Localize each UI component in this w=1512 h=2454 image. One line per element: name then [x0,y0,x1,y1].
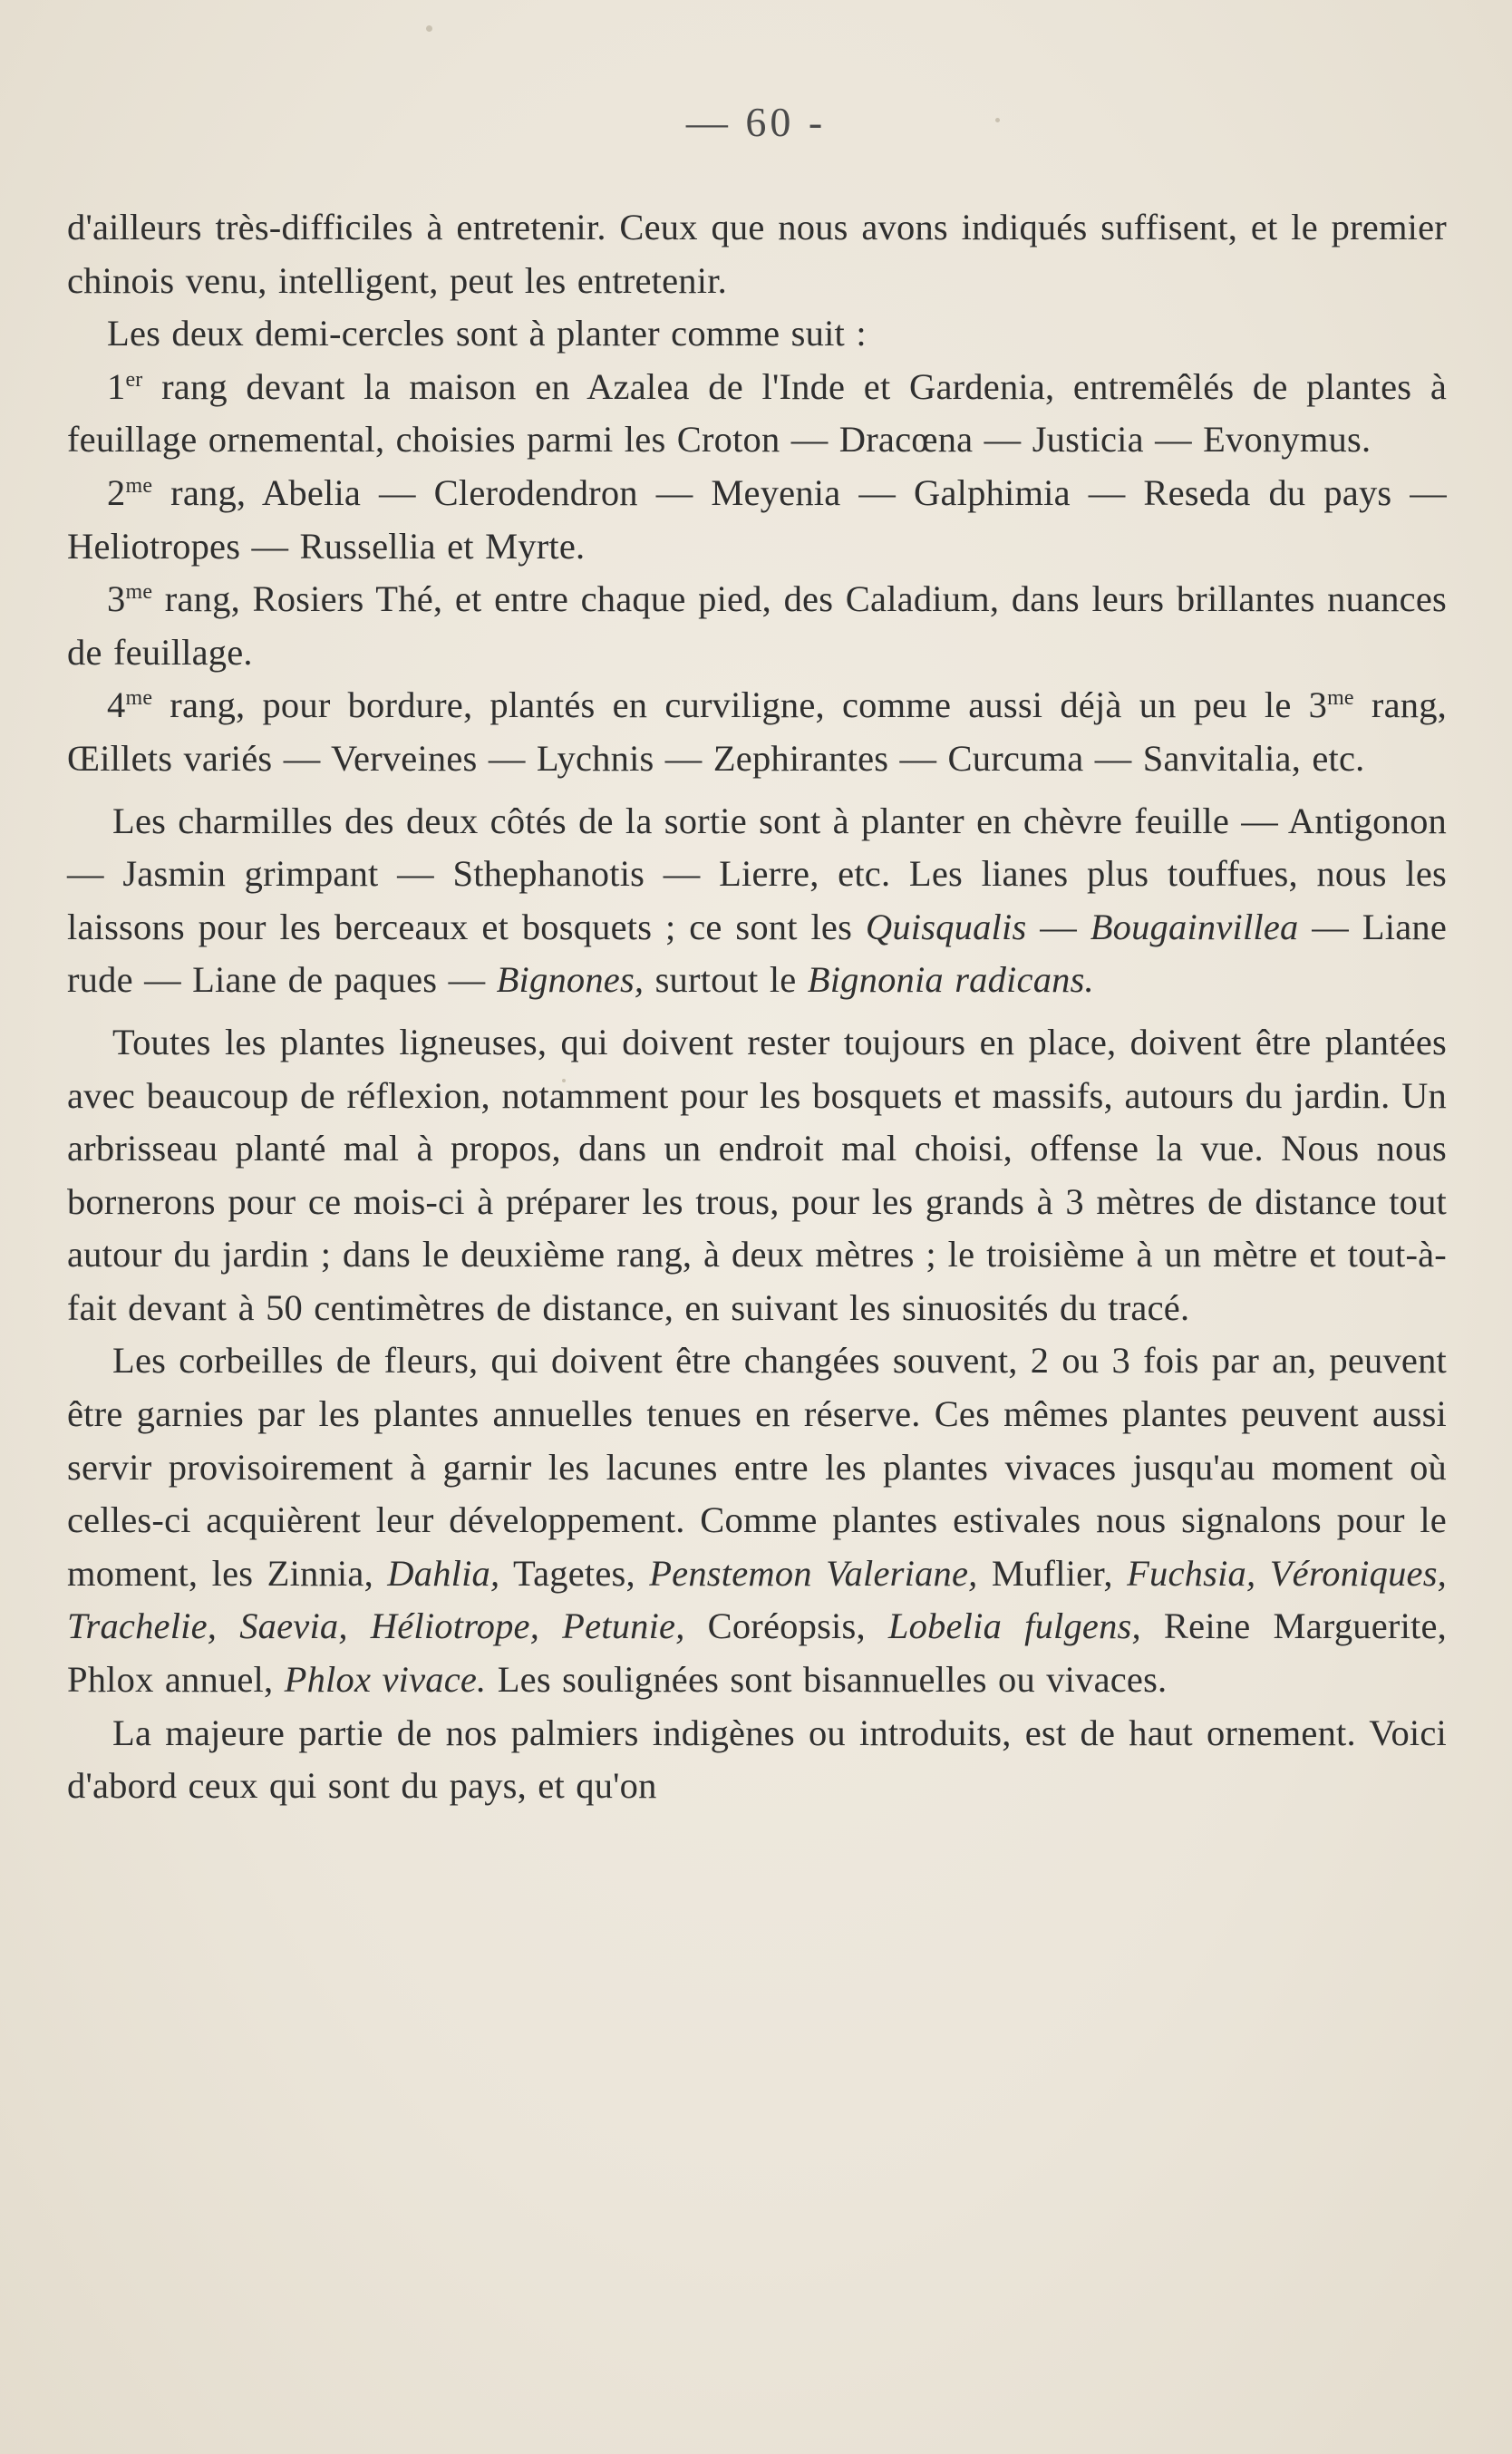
paragraph [67,1707,1447,1813]
paragraph-text: Toutes les plantes ligneuses, qui doivent rester toujours en place, doivent être plantées avec beaucoup de réflexion, notamment pour les bosquets et massifs, autours du jardin. Un arbrisseau planté mal à propos, dans un endroit mal choisi, offense la vue. Nous nous bornerons pour ce mois-ci à préparer les trous, pour les grands à 3 mètres de distance tout autour du jardin ; dans le deuxième rang, à deux mètres ; le troisième à un mètre et tout-à-fait devant à 50 centimètres de distance, en suivant les sinuosités du tracé. [67,1021,1447,1328]
italic-plant-name: Quisqualis [865,906,1027,947]
italic-plant-name: Bignonia radicans. [807,959,1094,1001]
paragraph-text: La majeure partie de nos palmiers indigènes ou introduits, est de haut ornement. Voici d'abord ceux qui sont du pays, et qu'on [67,1712,1447,1807]
rank-number: 3 [107,578,126,620]
paragraph [67,679,1447,785]
paragraph-text: surtout le [644,959,808,1001]
rank-suffix: me [125,473,153,498]
italic-plant-name: Bignones, [496,959,645,1001]
paragraph-text: rang, Œillets variés — Verveines — Lychnis — Zephirantes — Curcuma — Sanvitalia, etc. [67,684,1447,779]
paragraph [67,573,1447,679]
paragraph-text: rang, Rosiers Thé, et entre chaque pied, des Caladium, dans leurs brillantes nuances de feuillage. [67,578,1447,673]
paragraph [67,307,1447,361]
paragraph-text: rang, Abelia — Clerodendron — Meyenia — Galphimia — Reseda du pays — Heliotropes — Russellia et Myrte. [67,471,1447,567]
paragraph-text: Reine Marguerite, Phlox annuel, [67,1605,1447,1701]
rank-number: 1 [107,365,126,407]
body-text [67,201,1447,1813]
page-number: — 60 - [685,99,827,145]
italic-plant-name: Penstemon Valeriane, [649,1552,978,1594]
italic-plant-name: Fuchsia, Véroniques, Trachelie, Saevia, Héliotrope, Petunie, [67,1552,1447,1647]
rank-suffix: me [1327,686,1354,711]
italic-plant-name: Lobelia fulgens, [887,1605,1141,1647]
paragraph-text: Les corbeilles de fleurs, qui doivent être changées souvent, 2 ou 3 fois par an, peuvent être garnies par les plantes annuelles tenues en réserve. Ces mêmes plantes peuvent aussi servir provisoirement à garnir les lacunes entre les plantes vivaces jusqu'au moment où celles-ci acquièrent leur développement. Comme plantes estivales nous signalons pour le moment, les Zinnia, [67,1340,1447,1594]
paragraph-text: Muflier, [977,1552,1128,1594]
italic-plant-name: Dahlia, [387,1552,500,1594]
rank-suffix: me [125,686,153,711]
paragraph-text: Les charmilles des deux côtés de la sortie sont à planter en chèvre feuille — Antigonon — Jasmin grimpant — Sthephanotis — Lierre, etc. Les lianes plus touffues, nous les laissons pour les berceaux et bosquets ; ce sont les [67,800,1447,947]
paragraph-text: Les soulignées sont bisannuelles ou vivaces. [486,1659,1168,1701]
paragraph-text: rang, pour bordure, plantés en curviligne, comme aussi déjà un peu le 3 [152,684,1328,726]
italic-plant-name: Phlox vivace. [284,1659,487,1701]
paragraph [67,1334,1447,1706]
paragraph-text: Tagetes, [499,1552,650,1594]
paper-speck [426,25,432,32]
rank-number: 2 [107,471,126,513]
paragraph [67,795,1447,1007]
rank-number: 4 [107,684,126,726]
italic-plant-name: Bougainvillea [1090,906,1299,947]
paragraph-text: Coréopsis, [684,1605,888,1647]
paragraph [67,467,1447,573]
paragraph-text: — Liane rude — Liane de paques — [67,906,1447,1001]
paragraph-text: Les deux demi-cercles sont à planter comme suit : [107,313,867,354]
paragraph [67,1016,1447,1335]
paragraph [67,201,1447,307]
paragraph-text: d'ailleurs très-difficiles à entretenir. Ceux que nous avons indiqués suffisent, et le premier chinois venu, intelligent, peut les entretenir. [67,207,1447,301]
rank-suffix: er [125,367,143,392]
paragraph [67,361,1447,467]
paragraph-text: — [1026,906,1090,947]
paragraph-text: rang devant la maison en Azalea de l'Inde et Gardenia, entremêlés de plantes à feuillage ornemental, choisies parmi les Croton — Dracœna — Justicia — Evonymus. [67,365,1447,461]
rank-suffix: me [125,580,153,605]
